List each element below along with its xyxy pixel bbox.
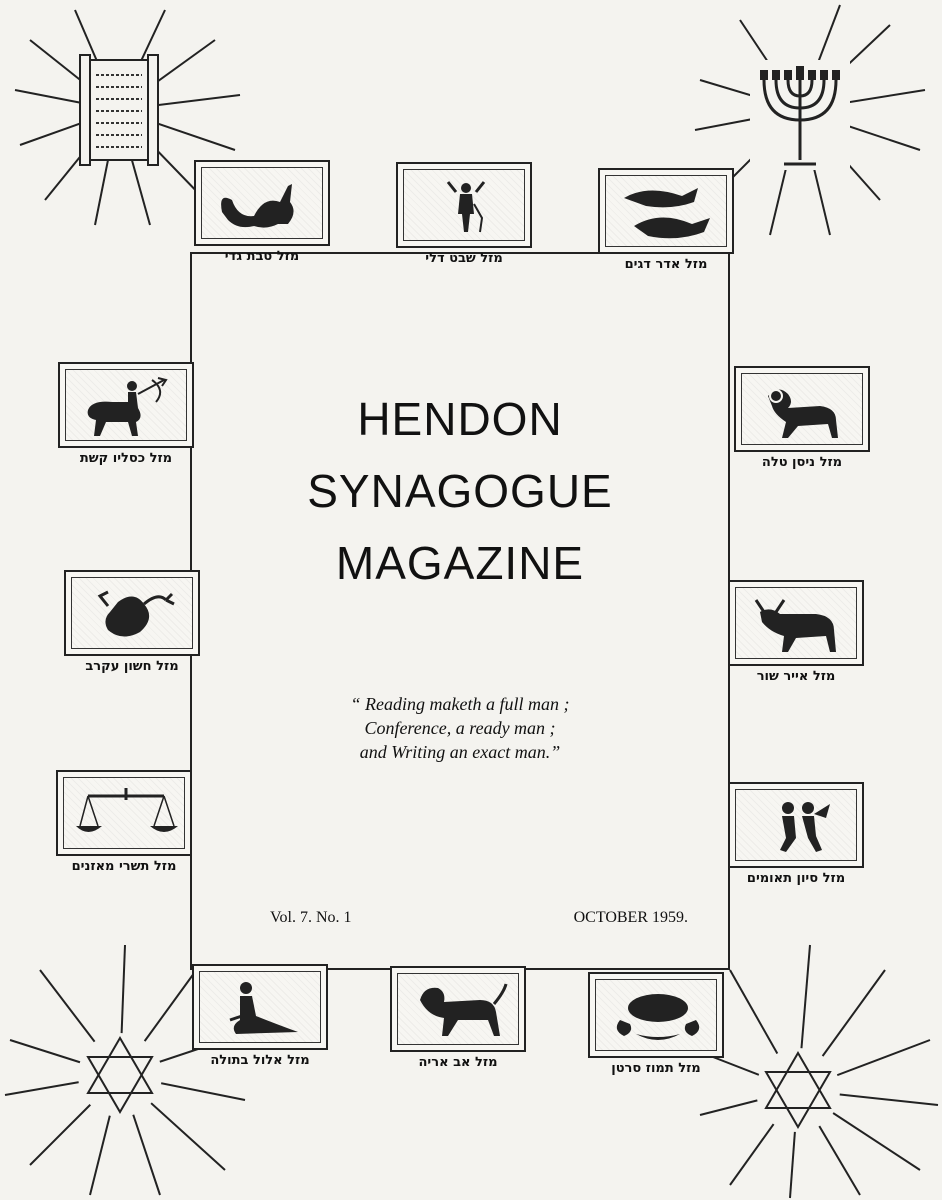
scorpio-label: מזל חשון עקרב xyxy=(85,659,179,674)
aries-sign xyxy=(734,366,870,470)
aquarius-icon xyxy=(410,174,522,240)
libra-icon xyxy=(70,782,182,848)
title-line-1: HENDON xyxy=(357,393,563,445)
libra-sign xyxy=(56,770,192,874)
title-line-3: MAGAZINE xyxy=(335,537,585,589)
gemini-label: מזל סיון תאומים xyxy=(746,871,846,886)
leo-label: מזל אב אריה xyxy=(418,1055,498,1070)
capricorn-icon xyxy=(208,172,320,238)
sagittarius-sign xyxy=(58,362,194,466)
taurus-icon xyxy=(742,592,854,658)
gemini-icon xyxy=(742,794,854,860)
scorpio-sign xyxy=(64,570,200,674)
capricorn-sign xyxy=(194,160,330,264)
cancer-sign xyxy=(588,972,724,1076)
aquarius-sign xyxy=(396,162,532,266)
volume-number: Vol. 7. No. 1 xyxy=(270,909,352,926)
virgo-icon xyxy=(206,976,318,1042)
star-of-david-icon xyxy=(690,940,942,1200)
issue-date: OCTOBER 1959. xyxy=(573,909,688,926)
capricorn-label: מזל טבת גדי xyxy=(224,249,300,264)
sagittarius-icon xyxy=(72,374,184,440)
taurus-sign xyxy=(728,580,864,684)
quote-line-1: “ Reading maketh a full man ; xyxy=(350,694,570,714)
aries-icon xyxy=(748,378,860,444)
title-line-2: SYNAGOGUE xyxy=(307,465,613,517)
virgo-sign xyxy=(192,964,328,1068)
virgo-label: מזל אלול בתולה xyxy=(210,1053,310,1068)
scorpio-icon xyxy=(78,582,190,648)
cancer-label: מזל תמוז סרטן xyxy=(611,1061,701,1076)
pisces-sign xyxy=(598,168,734,272)
leo-icon xyxy=(404,978,516,1044)
taurus-label: מזל אייר שור xyxy=(756,669,836,684)
pisces-label: מזל אדר דגים xyxy=(624,257,708,272)
gemini-sign xyxy=(728,782,864,886)
aquarius-label: מזל שבט דלי xyxy=(425,251,503,266)
cover-panel xyxy=(190,252,730,970)
cancer-icon xyxy=(602,984,714,1050)
pisces-icon xyxy=(612,180,724,246)
libra-label: מזל תשרי מאזנים xyxy=(71,859,177,874)
quote-line-3: and Writing an exact man.” xyxy=(359,742,561,762)
leo-sign xyxy=(390,966,526,1070)
sagittarius-label: מזל כסליו קשת xyxy=(79,451,173,466)
aries-label: מזל ניסן טלה xyxy=(761,455,843,470)
quote-line-2: Conference, a ready man ; xyxy=(364,718,556,738)
